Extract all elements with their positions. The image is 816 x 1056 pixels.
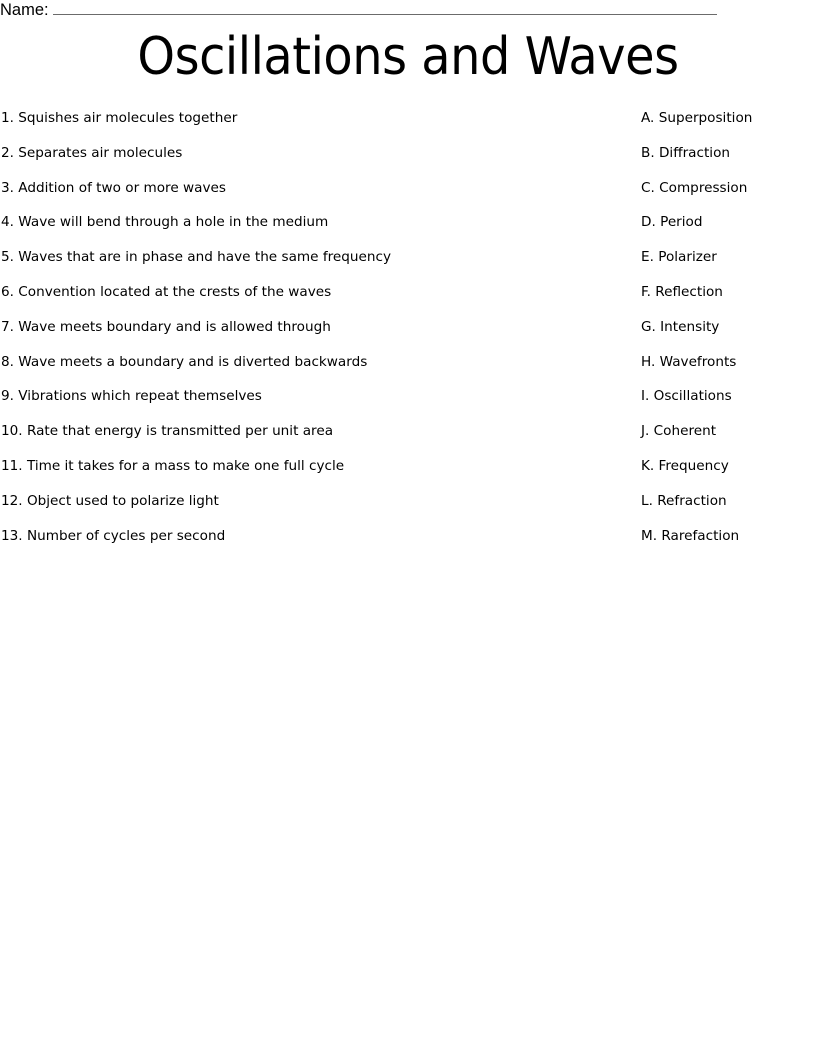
question-item[interactable]: 7. Wave meets boundary and is allowed through xyxy=(1,318,331,335)
match-row xyxy=(0,247,816,282)
match-row xyxy=(0,526,816,561)
match-row xyxy=(0,282,816,317)
page-title: Oscillations and Waves xyxy=(137,27,679,87)
answer-option[interactable]: A. Superposition xyxy=(641,110,753,126)
name-row xyxy=(0,0,800,24)
question-item[interactable]: 8. Wave meets a boundary and is diverted backwards xyxy=(1,353,368,370)
question-item[interactable]: 12. Object used to polarize light xyxy=(1,492,219,509)
match-row xyxy=(0,352,816,387)
answer-option[interactable]: J. Coherent xyxy=(641,423,717,440)
question-item[interactable]: 3. Addition of two or more waves xyxy=(1,179,226,196)
match-row xyxy=(0,108,816,143)
name-label: Name: xyxy=(0,1,49,19)
question-item[interactable]: 6. Convention located at the crests of the waves xyxy=(1,283,332,300)
match-row xyxy=(0,491,816,526)
match-row xyxy=(0,386,816,421)
match-row xyxy=(0,456,816,491)
answer-option[interactable]: D. Period xyxy=(641,214,703,231)
answer-option[interactable]: H. Wavefronts xyxy=(641,353,737,370)
question-item[interactable]: 4. Wave will bend through a hole in the medium xyxy=(1,214,329,231)
question-item[interactable]: 1. Squishes air molecules together xyxy=(1,110,238,126)
match-row xyxy=(0,421,816,456)
answer-option[interactable]: I. Oscillations xyxy=(641,388,732,405)
answer-option[interactable]: C. Compression xyxy=(641,179,748,196)
match-row xyxy=(0,317,816,352)
answer-option[interactable]: M. Rarefaction xyxy=(641,527,740,544)
question-item[interactable]: 5. Waves that are in phase and have the same frequency xyxy=(1,249,392,266)
answer-option[interactable]: K. Frequency xyxy=(641,457,729,474)
matching-area xyxy=(0,108,816,560)
match-row xyxy=(0,143,816,178)
question-item[interactable]: 10. Rate that energy is transmitted per unit area xyxy=(1,423,334,440)
question-item[interactable]: 13. Number of cycles per second xyxy=(1,527,226,544)
question-item[interactable]: 2. Separates air molecules xyxy=(1,144,183,161)
answer-option[interactable]: F. Reflection xyxy=(641,283,723,300)
answer-option[interactable]: L. Refraction xyxy=(641,492,727,509)
match-row xyxy=(0,178,816,213)
question-item[interactable]: 9. Vibrations which repeat themselves xyxy=(1,388,262,405)
match-row xyxy=(0,212,816,247)
question-item[interactable]: 11. Time it takes for a mass to make one full cycle xyxy=(1,457,345,474)
answer-option[interactable]: G. Intensity xyxy=(641,318,720,335)
answer-option[interactable]: E. Polarizer xyxy=(641,249,717,266)
answer-option[interactable]: B. Diffraction xyxy=(641,144,731,161)
name-blank-line[interactable] xyxy=(53,14,717,15)
